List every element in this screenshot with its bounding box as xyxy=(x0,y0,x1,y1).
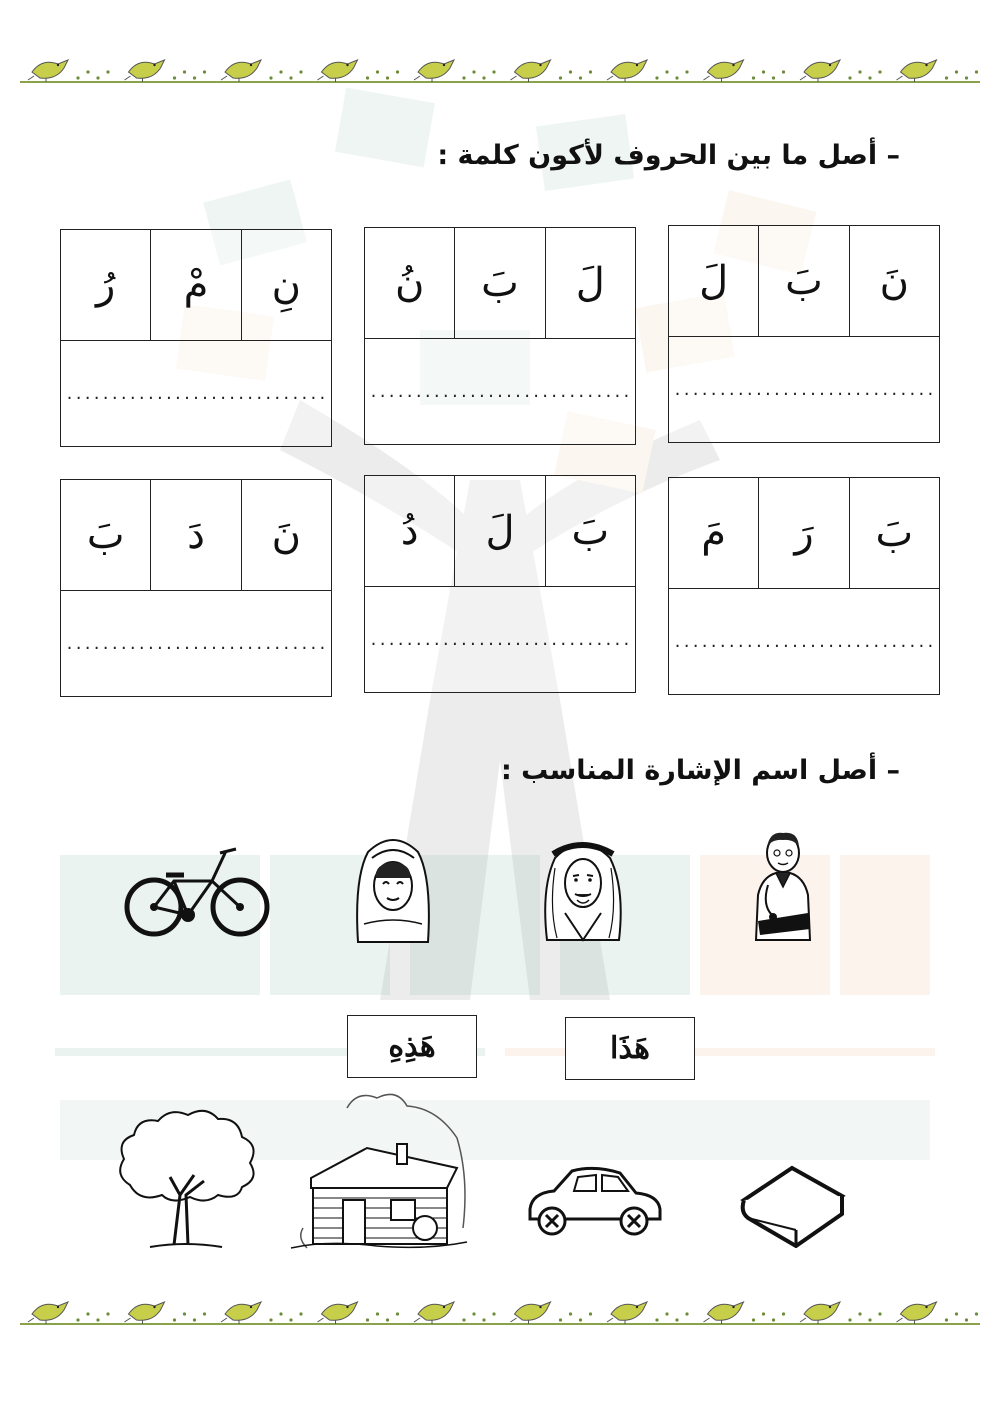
answer-line[interactable]: ............................. xyxy=(65,385,327,403)
bird-icon xyxy=(511,60,593,82)
answer-line[interactable]: ............................. xyxy=(65,635,327,653)
bird-icon xyxy=(800,60,882,82)
letter-cell: نُ xyxy=(365,228,455,338)
section2-heading: – أصل اسم الإشارة المناسب : xyxy=(500,755,900,786)
bird-icon xyxy=(511,1302,593,1324)
letter-cell: لَ xyxy=(669,226,759,336)
letter-box-6 xyxy=(60,479,332,697)
man-with-headdress-icon[interactable] xyxy=(535,828,630,943)
bird-icon xyxy=(28,60,110,82)
bird-icon xyxy=(125,1302,207,1324)
bird-icon xyxy=(318,60,400,82)
letter-box-2 xyxy=(364,227,636,445)
letter-cell: نَ xyxy=(879,258,910,304)
answer-line[interactable]: ............................. xyxy=(673,633,935,651)
letter-cell: بَ xyxy=(759,226,849,336)
letter-cell: لَ xyxy=(455,476,545,586)
book-icon[interactable] xyxy=(736,1160,848,1248)
bird-icon xyxy=(414,60,496,82)
bottom-bird-border xyxy=(20,1290,980,1330)
bird-icon xyxy=(800,1302,882,1324)
bird-icon xyxy=(897,1302,979,1324)
woman-with-hijab-icon[interactable] xyxy=(352,828,434,945)
bicycle-icon[interactable] xyxy=(124,845,270,940)
letter-cell: بَ xyxy=(875,510,914,556)
letter-cell: بَ xyxy=(455,228,545,338)
top-bird-border xyxy=(20,48,980,88)
letter-cell: رَ xyxy=(759,478,849,588)
bird-icon xyxy=(704,1302,786,1324)
letter-box-4 xyxy=(668,477,940,695)
bird-icon xyxy=(221,1302,303,1324)
letter-cell: مَ xyxy=(669,478,759,588)
tree-icon[interactable] xyxy=(110,1105,262,1251)
bird-icon xyxy=(607,60,689,82)
word-hathihi-box[interactable]: هَذِهِ xyxy=(347,1015,477,1078)
letter-cell: نِ xyxy=(271,262,302,308)
section1-heading: – أصل ما بين الحروف لأكون كلمة : xyxy=(437,140,900,171)
letter-cell: لَ xyxy=(575,260,605,306)
letter-cell: نَ xyxy=(271,512,302,558)
letter-box-3 xyxy=(60,229,332,447)
bird-icon xyxy=(318,1302,400,1324)
bird-icon xyxy=(125,60,207,82)
answer-line[interactable]: ............................. xyxy=(369,631,631,649)
word-hatha-box[interactable]: هَذَا xyxy=(565,1017,695,1080)
answer-line[interactable]: ............................. xyxy=(673,381,935,399)
letter-box-5 xyxy=(364,475,636,693)
letter-box-1 xyxy=(668,225,940,443)
bird-icon xyxy=(221,60,303,82)
bird-icon xyxy=(28,1302,110,1324)
letter-cell: رُ xyxy=(61,230,151,340)
house-icon[interactable] xyxy=(287,1088,473,1258)
bird-icon xyxy=(897,60,979,82)
letter-cell: بَ xyxy=(571,508,610,554)
answer-line[interactable]: ............................. xyxy=(369,383,631,401)
doctor-icon[interactable] xyxy=(748,825,818,943)
letter-cell: بَ xyxy=(61,480,151,590)
letter-cell: مْ xyxy=(151,230,241,340)
letter-cell: دَ xyxy=(151,480,241,590)
bird-icon xyxy=(414,1302,496,1324)
bird-icon xyxy=(704,60,786,82)
bird-icon xyxy=(607,1302,689,1324)
letter-cell: دُ xyxy=(365,476,455,586)
car-icon[interactable] xyxy=(524,1163,666,1241)
